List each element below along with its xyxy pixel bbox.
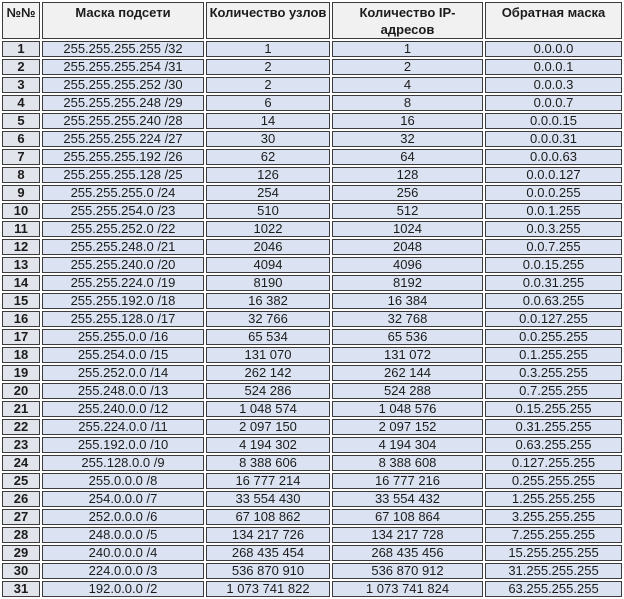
wildcard-mask-cell: 0.15.255.255: [485, 401, 622, 417]
table-row: [2, 311, 622, 327]
table-row: [2, 257, 622, 273]
subnet-mask-cell: 255.255.224.0 /19: [42, 275, 204, 291]
table-body: [2, 41, 622, 597]
wildcard-mask-cell: 0.0.0.63: [485, 149, 622, 165]
subnet-mask-cell: 255.255.255.254 /31: [42, 59, 204, 75]
subnet-mask-cell: 255.255.0.0 /16: [42, 329, 204, 345]
host-count-cell: 134 217 726: [206, 527, 330, 543]
subnet-mask-cell: 252.0.0.0 /6: [42, 509, 204, 525]
header-row: [2, 2, 622, 39]
ip-count-cell: 8: [332, 95, 483, 111]
row-number-cell: 16: [2, 311, 40, 327]
host-count-cell: 254: [206, 185, 330, 201]
host-count-cell: 32 766: [206, 311, 330, 327]
subnet-mask-cell: 255.255.255.240 /28: [42, 113, 204, 129]
wildcard-mask-cell: 0.0.0.0: [485, 41, 622, 57]
host-count-cell: 1: [206, 41, 330, 57]
host-count-cell: 8 388 606: [206, 455, 330, 471]
row-number-cell: 24: [2, 455, 40, 471]
ip-count-cell: 4: [332, 77, 483, 93]
wildcard-mask-cell: 0.0.0.1: [485, 59, 622, 75]
subnet-mask-cell: 255.255.240.0 /20: [42, 257, 204, 273]
row-number-cell: 2: [2, 59, 40, 75]
wildcard-mask-cell: 0.0.7.255: [485, 239, 622, 255]
wildcard-mask-cell: 0.0.0.255: [485, 185, 622, 201]
host-count-cell: 2 097 150: [206, 419, 330, 435]
table-row: [2, 365, 622, 381]
table-row: [2, 347, 622, 363]
ip-count-cell: 16 777 216: [332, 473, 483, 489]
subnet-mask-cell: 255.255.255.128 /25: [42, 167, 204, 183]
header-wildcard-mask: Обратная маска: [485, 2, 622, 39]
ip-count-cell: 134 217 728: [332, 527, 483, 543]
host-count-cell: 1 048 574: [206, 401, 330, 417]
subnet-mask-cell: 255.255.248.0 /21: [42, 239, 204, 255]
wildcard-mask-cell: 0.0.127.255: [485, 311, 622, 327]
row-number-cell: 18: [2, 347, 40, 363]
host-count-cell: 6: [206, 95, 330, 111]
table-row: [2, 527, 622, 543]
ip-count-cell: 1024: [332, 221, 483, 237]
row-number-cell: 9: [2, 185, 40, 201]
host-count-cell: 33 554 430: [206, 491, 330, 507]
wildcard-mask-cell: 0.1.255.255: [485, 347, 622, 363]
table-row: [2, 383, 622, 399]
row-number-cell: 25: [2, 473, 40, 489]
row-number-cell: 30: [2, 563, 40, 579]
ip-count-cell: 256: [332, 185, 483, 201]
table-row: [2, 473, 622, 489]
row-number-cell: 31: [2, 581, 40, 597]
host-count-cell: 30: [206, 131, 330, 147]
subnet-mask-cell: 240.0.0.0 /4: [42, 545, 204, 561]
row-number-cell: 5: [2, 113, 40, 129]
ip-count-cell: 524 288: [332, 383, 483, 399]
ip-count-cell: 536 870 912: [332, 563, 483, 579]
subnet-mask-cell: 255.192.0.0 /10: [42, 437, 204, 453]
host-count-cell: 524 286: [206, 383, 330, 399]
host-count-cell: 268 435 454: [206, 545, 330, 561]
host-count-cell: 16 777 214: [206, 473, 330, 489]
wildcard-mask-cell: 0.63.255.255: [485, 437, 622, 453]
wildcard-mask-cell: 31.255.255.255: [485, 563, 622, 579]
table-row: [2, 437, 622, 453]
subnet-mask-cell: 255.255.255.252 /30: [42, 77, 204, 93]
subnet-mask-cell: 255.255.255.248 /29: [42, 95, 204, 111]
table-row: [2, 509, 622, 525]
ip-count-cell: 128: [332, 167, 483, 183]
host-count-cell: 4094: [206, 257, 330, 273]
host-count-cell: 126: [206, 167, 330, 183]
subnet-mask-cell: 255.255.255.224 /27: [42, 131, 204, 147]
subnet-mask-cell: 255.0.0.0 /8: [42, 473, 204, 489]
wildcard-mask-cell: 0.0.1.255: [485, 203, 622, 219]
wildcard-mask-cell: 0.0.0.31: [485, 131, 622, 147]
wildcard-mask-cell: 15.255.255.255: [485, 545, 622, 561]
table-row: [2, 167, 622, 183]
table-row: [2, 491, 622, 507]
row-number-cell: 11: [2, 221, 40, 237]
ip-count-cell: 8192: [332, 275, 483, 291]
wildcard-mask-cell: 0.0.3.255: [485, 221, 622, 237]
subnet-mask-cell: 255.252.0.0 /14: [42, 365, 204, 381]
host-count-cell: 1 073 741 822: [206, 581, 330, 597]
ip-count-cell: 67 108 864: [332, 509, 483, 525]
row-number-cell: 4: [2, 95, 40, 111]
wildcard-mask-cell: 63.255.255.255: [485, 581, 622, 597]
ip-count-cell: 16: [332, 113, 483, 129]
wildcard-mask-cell: 0.3.255.255: [485, 365, 622, 381]
wildcard-mask-cell: 1.255.255.255: [485, 491, 622, 507]
ip-count-cell: 2048: [332, 239, 483, 255]
header-host-count: Количество узлов: [206, 2, 330, 39]
wildcard-mask-cell: 0.0.63.255: [485, 293, 622, 309]
table-row: [2, 59, 622, 75]
wildcard-mask-cell: 3.255.255.255: [485, 509, 622, 525]
ip-count-cell: 2: [332, 59, 483, 75]
table-row: [2, 545, 622, 561]
subnet-mask-cell: 255.255.255.0 /24: [42, 185, 204, 201]
row-number-cell: 29: [2, 545, 40, 561]
ip-count-cell: 512: [332, 203, 483, 219]
row-number-cell: 6: [2, 131, 40, 147]
subnet-mask-cell: 248.0.0.0 /5: [42, 527, 204, 543]
subnet-mask-cell: 255.255.255.192 /26: [42, 149, 204, 165]
host-count-cell: 8190: [206, 275, 330, 291]
wildcard-mask-cell: 0.0.255.255: [485, 329, 622, 345]
subnet-mask-cell: 192.0.0.0 /2: [42, 581, 204, 597]
host-count-cell: 1022: [206, 221, 330, 237]
wildcard-mask-cell: 0.0.0.127: [485, 167, 622, 183]
row-number-cell: 13: [2, 257, 40, 273]
table-row: [2, 221, 622, 237]
row-number-cell: 1: [2, 41, 40, 57]
wildcard-mask-cell: 0.7.255.255: [485, 383, 622, 399]
subnet-mask-cell: 255.254.0.0 /15: [42, 347, 204, 363]
ip-count-cell: 1 073 741 824: [332, 581, 483, 597]
table-row: [2, 113, 622, 129]
wildcard-mask-cell: 0.0.31.255: [485, 275, 622, 291]
row-number-cell: 17: [2, 329, 40, 345]
subnet-mask-cell: 255.248.0.0 /13: [42, 383, 204, 399]
row-number-cell: 27: [2, 509, 40, 525]
table-row: [2, 185, 622, 201]
table-row: [2, 419, 622, 435]
ip-count-cell: 32 768: [332, 311, 483, 327]
host-count-cell: 14: [206, 113, 330, 129]
row-number-cell: 23: [2, 437, 40, 453]
header-ip-count: Количество IP-адресов: [332, 2, 483, 39]
ip-count-cell: 2 097 152: [332, 419, 483, 435]
row-number-cell: 14: [2, 275, 40, 291]
wildcard-mask-cell: 0.127.255.255: [485, 455, 622, 471]
ip-count-cell: 4 194 304: [332, 437, 483, 453]
ip-count-cell: 8 388 608: [332, 455, 483, 471]
wildcard-mask-cell: 0.255.255.255: [485, 473, 622, 489]
table-row: [2, 581, 622, 597]
table-row: [2, 203, 622, 219]
wildcard-mask-cell: 0.0.0.3: [485, 77, 622, 93]
ip-count-cell: 64: [332, 149, 483, 165]
table-row: [2, 563, 622, 579]
table-row: [2, 455, 622, 471]
ip-count-cell: 65 536: [332, 329, 483, 345]
ip-count-cell: 262 144: [332, 365, 483, 381]
host-count-cell: 2046: [206, 239, 330, 255]
row-number-cell: 26: [2, 491, 40, 507]
host-count-cell: 2: [206, 59, 330, 75]
host-count-cell: 2: [206, 77, 330, 93]
ip-count-cell: 131 072: [332, 347, 483, 363]
subnet-mask-cell: 255.255.254.0 /23: [42, 203, 204, 219]
subnet-mask-cell: 255.255.252.0 /22: [42, 221, 204, 237]
row-number-cell: 12: [2, 239, 40, 255]
subnet-mask-cell: 255.255.128.0 /17: [42, 311, 204, 327]
row-number-cell: 19: [2, 365, 40, 381]
row-number-cell: 7: [2, 149, 40, 165]
row-number-cell: 20: [2, 383, 40, 399]
subnet-mask-cell: 224.0.0.0 /3: [42, 563, 204, 579]
wildcard-mask-cell: 0.31.255.255: [485, 419, 622, 435]
wildcard-mask-cell: 0.0.0.15: [485, 113, 622, 129]
row-number-cell: 10: [2, 203, 40, 219]
subnet-mask-cell: 255.224.0.0 /11: [42, 419, 204, 435]
table-row: [2, 131, 622, 147]
host-count-cell: 262 142: [206, 365, 330, 381]
host-count-cell: 510: [206, 203, 330, 219]
subnet-mask-cell: 254.0.0.0 /7: [42, 491, 204, 507]
host-count-cell: 67 108 862: [206, 509, 330, 525]
host-count-cell: 16 382: [206, 293, 330, 309]
wildcard-mask-cell: 7.255.255.255: [485, 527, 622, 543]
row-number-cell: 3: [2, 77, 40, 93]
subnet-mask-cell: 255.240.0.0 /12: [42, 401, 204, 417]
subnet-mask-cell: 255.255.255.255 /32: [42, 41, 204, 57]
ip-count-cell: 33 554 432: [332, 491, 483, 507]
table-row: [2, 77, 622, 93]
table-row: [2, 329, 622, 345]
ip-count-cell: 1: [332, 41, 483, 57]
ip-count-cell: 4096: [332, 257, 483, 273]
subnet-mask-cell: 255.255.192.0 /18: [42, 293, 204, 309]
wildcard-mask-cell: 0.0.15.255: [485, 257, 622, 273]
host-count-cell: 65 534: [206, 329, 330, 345]
host-count-cell: 4 194 302: [206, 437, 330, 453]
row-number-cell: 28: [2, 527, 40, 543]
header-row-number: №№: [2, 2, 40, 39]
header-subnet-mask: Маска подсети: [42, 2, 204, 39]
table-row: [2, 95, 622, 111]
wildcard-mask-cell: 0.0.0.7: [485, 95, 622, 111]
row-number-cell: 15: [2, 293, 40, 309]
row-number-cell: 8: [2, 167, 40, 183]
table-row: [2, 401, 622, 417]
row-number-cell: 22: [2, 419, 40, 435]
host-count-cell: 62: [206, 149, 330, 165]
table-row: [2, 41, 622, 57]
ip-count-cell: 16 384: [332, 293, 483, 309]
row-number-cell: 21: [2, 401, 40, 417]
ip-count-cell: 268 435 456: [332, 545, 483, 561]
table-row: [2, 275, 622, 291]
table-row: [2, 293, 622, 309]
host-count-cell: 131 070: [206, 347, 330, 363]
ip-count-cell: 32: [332, 131, 483, 147]
table-header: [2, 2, 622, 39]
table-row: [2, 149, 622, 165]
host-count-cell: 536 870 910: [206, 563, 330, 579]
ip-count-cell: 1 048 576: [332, 401, 483, 417]
subnet-mask-cell: 255.128.0.0 /9: [42, 455, 204, 471]
table-row: [2, 239, 622, 255]
